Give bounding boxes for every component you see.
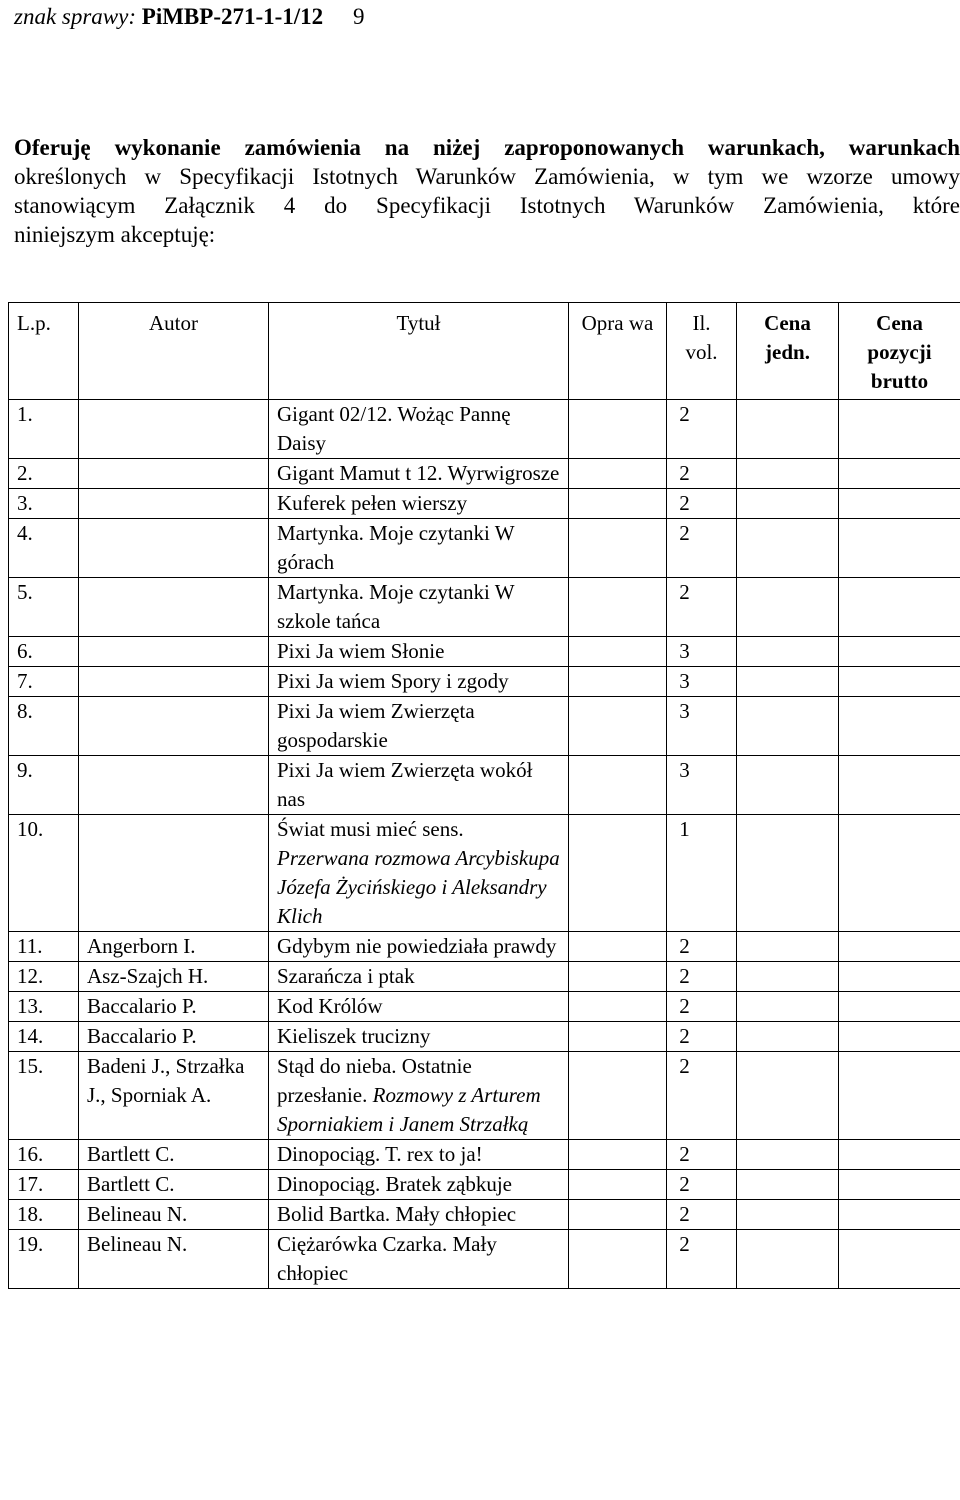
- title-text: Świat musi mieć sens.: [277, 817, 464, 841]
- cell-lp: 4.: [9, 519, 79, 578]
- cell-title: [269, 962, 569, 992]
- title-text: Pixi Ja wiem Zwierzęta wokół nas: [277, 758, 533, 811]
- title-text: Dinopociąg. Bratek ząbkuje: [277, 1172, 512, 1196]
- intro-line: określonych w Specyfikacji Istotnych Warunków Zamówienia, w tym we wzorze umowy: [14, 164, 960, 189]
- cell-volumes: 2: [667, 1140, 737, 1170]
- title-text: Gigant Mamut t 12. Wyrwigrosze: [277, 461, 560, 485]
- table-row: [9, 1170, 960, 1200]
- cell-lp: 18.: [9, 1200, 79, 1230]
- table-row: [9, 962, 960, 992]
- table-row: [9, 1052, 960, 1140]
- header-lp: L.p.: [9, 303, 79, 400]
- cell-author: Bartlett C.: [79, 1170, 269, 1200]
- cell-total-price: [839, 1230, 960, 1289]
- cell-volumes: 3: [667, 756, 737, 815]
- cell-unit-price: [737, 519, 839, 578]
- header-volumes: Il. vol.: [667, 303, 737, 400]
- cell-unit-price: [737, 992, 839, 1022]
- cell-title: [269, 756, 569, 815]
- table-row: [9, 1230, 960, 1289]
- title-italic-text: Rozmowy z Arturem Sporniakiem i Janem Strzałką: [277, 1083, 541, 1136]
- cell-title: [269, 1230, 569, 1289]
- table-row: [9, 637, 960, 667]
- cell-author: Baccalario P.: [79, 1022, 269, 1052]
- table-row: [9, 1022, 960, 1052]
- cell-unit-price: [737, 578, 839, 637]
- cell-author: [79, 637, 269, 667]
- title-text: Bolid Bartka. Mały chłopiec: [277, 1202, 517, 1226]
- cell-lp: 19.: [9, 1230, 79, 1289]
- table-row: [9, 519, 960, 578]
- cell-total-price: [839, 1200, 960, 1230]
- cell-author: Belineau N.: [79, 1200, 269, 1230]
- items-body: [9, 400, 960, 1289]
- cell-total-price: [839, 637, 960, 667]
- cell-title: [269, 1140, 569, 1170]
- title-text: Kuferek pełen wierszy: [277, 491, 468, 515]
- cell-unit-price: [737, 1200, 839, 1230]
- cell-author: [79, 697, 269, 756]
- cell-author: [79, 519, 269, 578]
- table-row: [9, 932, 960, 962]
- cell-lp: 16.: [9, 1140, 79, 1170]
- cell-title: [269, 489, 569, 519]
- cell-unit-price: [737, 932, 839, 962]
- cell-unit-price: [737, 756, 839, 815]
- cell-volumes: 3: [667, 697, 737, 756]
- case-number: PiMBP-271-1-1/12: [141, 4, 324, 29]
- cell-volumes: 2: [667, 1022, 737, 1052]
- cell-volumes: 2: [667, 578, 737, 637]
- cell-binding: [569, 1140, 667, 1170]
- cell-lp: 6.: [9, 637, 79, 667]
- cell-volumes: 2: [667, 1052, 737, 1140]
- title-text: Ciężarówka Czarka. Mały chłopiec: [277, 1232, 497, 1285]
- cell-binding: [569, 489, 667, 519]
- cell-title: [269, 459, 569, 489]
- page-header: [14, 2, 364, 32]
- page-number: 9: [352, 4, 365, 29]
- title-text: Martynka. Moje czytanki W górach: [277, 521, 515, 574]
- cell-total-price: [839, 489, 960, 519]
- table-row: [9, 992, 960, 1022]
- cell-author: [79, 489, 269, 519]
- cell-lp: 5.: [9, 578, 79, 637]
- table-row: [9, 697, 960, 756]
- cell-lp: 15.: [9, 1052, 79, 1140]
- cell-author: Belineau N.: [79, 1230, 269, 1289]
- cell-total-price: [839, 932, 960, 962]
- cell-title: [269, 697, 569, 756]
- title-text: Gigant 02/12. Wożąc Pannę Daisy: [277, 402, 511, 455]
- table-row: [9, 1140, 960, 1170]
- header-binding: Opra wa: [569, 303, 667, 400]
- cell-title: [269, 992, 569, 1022]
- cell-binding: [569, 1170, 667, 1200]
- header-title: Tytuł: [269, 303, 569, 400]
- cell-lp: 10.: [9, 815, 79, 932]
- cell-total-price: [839, 667, 960, 697]
- table-row: [9, 667, 960, 697]
- cell-binding: [569, 932, 667, 962]
- cell-unit-price: [737, 489, 839, 519]
- cell-total-price: [839, 1052, 960, 1140]
- cell-title: [269, 667, 569, 697]
- cell-title: [269, 578, 569, 637]
- cell-unit-price: [737, 1022, 839, 1052]
- title-text: Pixi Ja wiem Zwierzęta gospodarskie: [277, 699, 475, 752]
- header-total-price: Cena pozycji brutto: [839, 303, 960, 400]
- cell-volumes: 2: [667, 489, 737, 519]
- cell-lp: 8.: [9, 697, 79, 756]
- cell-lp: 3.: [9, 489, 79, 519]
- cell-volumes: 2: [667, 400, 737, 459]
- cell-binding: [569, 697, 667, 756]
- cell-author: [79, 667, 269, 697]
- title-text: Pixi Ja wiem Spory i zgody: [277, 669, 509, 693]
- cell-unit-price: [737, 815, 839, 932]
- cell-unit-price: [737, 1170, 839, 1200]
- intro-lead: Oferuję wykonanie zamówienia na niżej zaproponowanych warunkach, warunkach: [14, 135, 960, 160]
- cell-title: [269, 1022, 569, 1052]
- cell-total-price: [839, 1140, 960, 1170]
- cell-binding: [569, 756, 667, 815]
- case-label: znak sprawy:: [14, 4, 137, 29]
- cell-author: Angerborn I.: [79, 932, 269, 962]
- cell-lp: 7.: [9, 667, 79, 697]
- cell-total-price: [839, 459, 960, 489]
- table-row: [9, 400, 960, 459]
- cell-total-price: [839, 992, 960, 1022]
- cell-author: Badeni J., Strzałka J., Sporniak A.: [79, 1052, 269, 1140]
- cell-binding: [569, 992, 667, 1022]
- cell-lp: 1.: [9, 400, 79, 459]
- cell-author: [79, 815, 269, 932]
- cell-total-price: [839, 400, 960, 459]
- cell-unit-price: [737, 1230, 839, 1289]
- cell-volumes: 2: [667, 1200, 737, 1230]
- intro-line: [14, 133, 960, 162]
- cell-author: [79, 756, 269, 815]
- cell-volumes: 1: [667, 815, 737, 932]
- cell-unit-price: [737, 962, 839, 992]
- cell-author: [79, 400, 269, 459]
- cell-volumes: 2: [667, 932, 737, 962]
- table-header-row: [9, 303, 960, 400]
- intro-line: niniejszym akceptuję:: [14, 222, 216, 247]
- title-text: Martynka. Moje czytanki W szkole tańca: [277, 580, 515, 633]
- cell-volumes: 2: [667, 1230, 737, 1289]
- cell-author: Baccalario P.: [79, 992, 269, 1022]
- title-text: Gdybym nie powiedziała prawdy: [277, 934, 557, 958]
- intro-line: stanowiącym Załącznik 4 do Specyfikacji Istotnych Warunków Zamówienia, które: [14, 193, 960, 218]
- cell-volumes: 2: [667, 1170, 737, 1200]
- cell-unit-price: [737, 400, 839, 459]
- cell-binding: [569, 962, 667, 992]
- cell-volumes: 2: [667, 992, 737, 1022]
- cell-binding: [569, 1022, 667, 1052]
- cell-volumes: 2: [667, 459, 737, 489]
- cell-binding: [569, 1052, 667, 1140]
- title-text: Kieliszek trucizny: [277, 1024, 431, 1048]
- cell-author: [79, 459, 269, 489]
- cell-binding: [569, 1200, 667, 1230]
- cell-title: [269, 637, 569, 667]
- table-row: [9, 756, 960, 815]
- title-text: Szarańcza i ptak: [277, 964, 415, 988]
- cell-title: [269, 519, 569, 578]
- table-row: [9, 489, 960, 519]
- cell-binding: [569, 637, 667, 667]
- cell-total-price: [839, 697, 960, 756]
- cell-title: [269, 932, 569, 962]
- cell-binding: [569, 1230, 667, 1289]
- table-row: [9, 578, 960, 637]
- cell-unit-price: [737, 637, 839, 667]
- table-row: [9, 459, 960, 489]
- cell-lp: 17.: [9, 1170, 79, 1200]
- cell-total-price: [839, 578, 960, 637]
- intro-paragraph: [14, 133, 960, 249]
- cell-title: [269, 1170, 569, 1200]
- header-author: Autor: [79, 303, 269, 400]
- cell-binding: [569, 459, 667, 489]
- cell-volumes: 2: [667, 962, 737, 992]
- cell-title: [269, 400, 569, 459]
- cell-unit-price: [737, 667, 839, 697]
- cell-lp: 14.: [9, 1022, 79, 1052]
- header-unit-price: Cena jedn.: [737, 303, 839, 400]
- cell-binding: [569, 400, 667, 459]
- title-text: Stąd do nieba. Ostatnie przesłanie.: [277, 1054, 472, 1107]
- cell-unit-price: [737, 1140, 839, 1170]
- cell-author: Asz-Szajch H.: [79, 962, 269, 992]
- cell-binding: [569, 519, 667, 578]
- items-table: [8, 302, 960, 1289]
- cell-unit-price: [737, 697, 839, 756]
- cell-lp: 9.: [9, 756, 79, 815]
- title-text: Kod Królów: [277, 994, 383, 1018]
- cell-lp: 11.: [9, 932, 79, 962]
- cell-unit-price: [737, 1052, 839, 1140]
- cell-binding: [569, 578, 667, 637]
- cell-unit-price: [737, 459, 839, 489]
- cell-total-price: [839, 1022, 960, 1052]
- table-row: [9, 815, 960, 932]
- title-text: Dinopociąg. T. rex to ja!: [277, 1142, 483, 1166]
- cell-volumes: 3: [667, 637, 737, 667]
- cell-volumes: 2: [667, 519, 737, 578]
- cell-title: [269, 1052, 569, 1140]
- cell-total-price: [839, 756, 960, 815]
- cell-author: Bartlett C.: [79, 1140, 269, 1170]
- title-text: Pixi Ja wiem Słonie: [277, 639, 445, 663]
- table-row: [9, 1200, 960, 1230]
- cell-lp: 13.: [9, 992, 79, 1022]
- cell-total-price: [839, 815, 960, 932]
- cell-total-price: [839, 519, 960, 578]
- cell-title: [269, 1200, 569, 1230]
- cell-volumes: 3: [667, 667, 737, 697]
- cell-title: [269, 815, 569, 932]
- cell-binding: [569, 667, 667, 697]
- cell-lp: 12.: [9, 962, 79, 992]
- cell-lp: 2.: [9, 459, 79, 489]
- title-italic-text: Przerwana rozmowa Arcybiskupa Józefa Życińskiego i Aleksandry Klich: [277, 846, 560, 928]
- cell-binding: [569, 815, 667, 932]
- cell-total-price: [839, 962, 960, 992]
- cell-total-price: [839, 1170, 960, 1200]
- cell-author: [79, 578, 269, 637]
